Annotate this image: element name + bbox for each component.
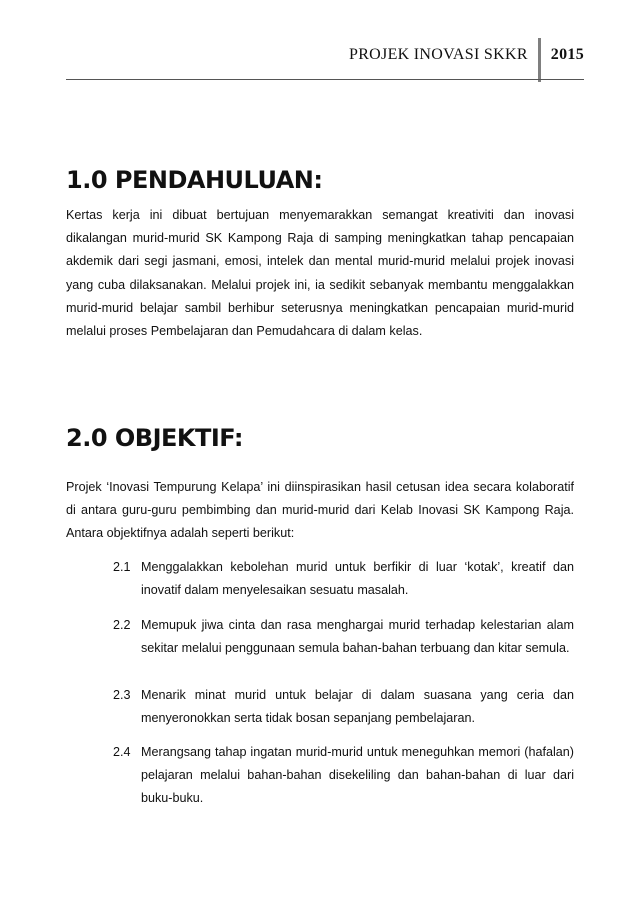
section-heading: 1.0 PENDAHULUAN: [66,166,323,194]
objective-list [113,556,574,602]
list-item-number: 2.3 [113,688,131,702]
list-item-number: 2.4 [113,745,131,759]
list-item-number: 2.1 [113,560,131,574]
objective-list [113,684,574,730]
objective-list [113,614,574,660]
objective-intro-paragraph: Projek ‘Inovasi Tempurung Kelapa’ ini diinspirasikan hasil cetusan idea secara kolaboratif di antara guru-guru pembimbing dan murid-murid dari Kelab Inovasi SK Kampong Raja. Antara objektifnya adalah seperti berikut: [66,480,574,541]
section-pendahuluan [66,166,574,194]
list-item-text: Memupuk jiwa cinta dan rasa menghargai murid terhadap kelestarian alam sekitar melalui penggunaan semula bahan-bahan terbuang dan kitar semula. [141,618,574,656]
list-item-text: Menarik minat murid untuk belajar di dalam suasana yang ceria dan menyeronokkan serta tidak bosan sepanjang pembelajaran. [141,688,574,726]
section-objektif [66,424,574,452]
section-pendahuluan-body [66,204,574,343]
list-item [113,556,574,602]
header-rule [66,79,584,80]
intro-paragraph: Kertas kerja ini dibuat bertujuan menyemarakkan semangat kreativiti dan inovasi dikalangan murid-murid SK Kampong Raja di samping meningkatkan tahap pencapaian akdemik dari segi jasmani, emosi, intelek dan mental murid-murid melalui projek inovasi yang cuba dilaksanakan. Melalui projek ini, ia sedikit sebanyak membantu menggalakkan murid-murid belajar sambil berhibur seterusnya meningkatkan pencapaian murid-murid melalui proses Pembelajaran dan Pemudahcara di dalam kelas. [66,208,574,339]
section-objektif-body [66,476,574,546]
list-item-number: 2.2 [113,618,131,632]
objective-list [113,741,574,811]
list-item-text: Menggalakkan kebolehan murid untuk berfikir di luar ‘kotak’, kreatif dan inovatif dalam menyelesaikan sesuatu masalah. [141,560,574,598]
page-header [349,38,584,82]
list-item [113,741,574,811]
header-year: 2015 [550,46,584,63]
section-heading: 2.0 OBJEKTIF: [66,424,243,452]
header-title: PROJEK INOVASI SKKR [349,46,528,63]
list-item-text: Merangsang tahap ingatan murid-murid untuk meneguhkan memori (hafalan) pelajaran melalui bahan-bahan disekeliling dan bahan-bahan di luar dari buku-buku. [141,745,574,806]
list-item [113,614,574,660]
list-item [113,684,574,730]
